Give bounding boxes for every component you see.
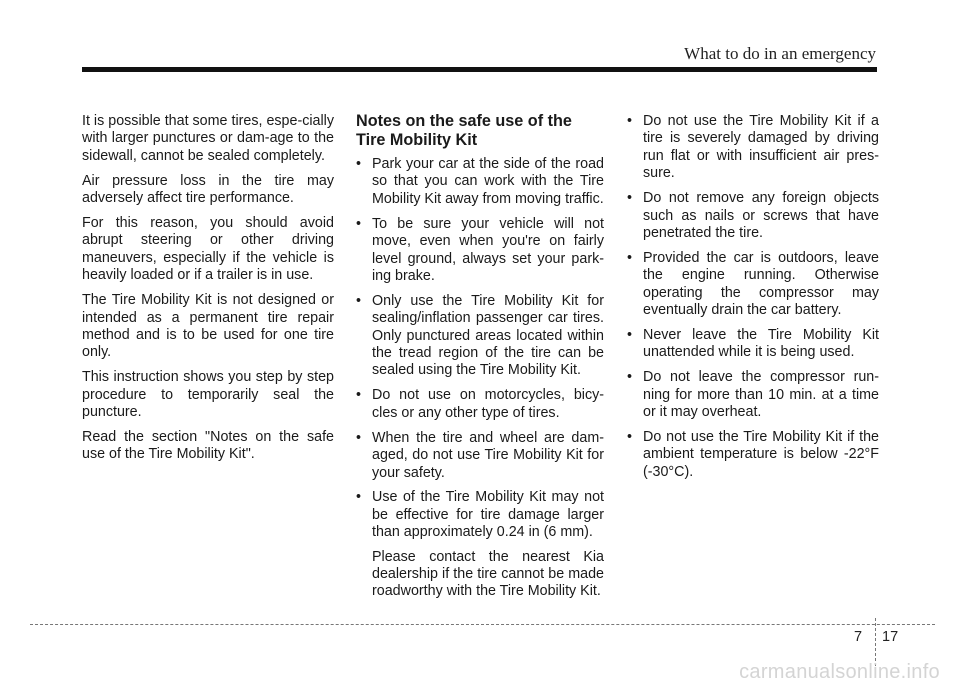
bullet-icon: •	[356, 156, 362, 172]
footer-rule	[30, 624, 935, 625]
middle-column	[356, 113, 604, 608]
bullet-icon: •	[356, 489, 362, 506]
bullet-text: Park your car at the side of the road so that you can work with the Tire Mobility Kit away from moving traffic.	[372, 156, 604, 207]
bullet-text: Do not leave the compressor run-ning for more than 10 min. at a time or it may overheat.	[643, 369, 879, 421]
header-rule	[82, 67, 877, 72]
chapter-number: 7	[854, 629, 863, 645]
bullet-icon: •	[356, 387, 362, 404]
bullet-text: Do not remove any foreign objects such as nails or screws that have penetrated the tire.	[643, 190, 879, 241]
bullet-icon: •	[356, 292, 362, 309]
bullet-text: Only use the Tire Mobility Kit for sealing/inflation passenger car tires. Only punctured areas located within the tread region of the tire can be sealed using the Tire Mobility Kit.	[372, 292, 604, 379]
paragraph: Read the section "Notes on the safe use of the Tire Mobility Kit".	[82, 429, 334, 463]
watermark: carmanualsonline.info	[739, 661, 940, 683]
paragraph: For this reason, you should avoid abrupt steering or other driving maneuvers, especially if the vehicle is heavily loaded or if a trailer is in use.	[82, 215, 334, 284]
bullet-item	[356, 156, 604, 208]
paragraph: It is possible that some tires, espe-cially with larger punctures or dam-age to the sidewall, cannot be sealed completely.	[82, 113, 334, 164]
page-number: 17	[882, 629, 899, 645]
safety-notes-list-continued	[627, 113, 879, 481]
bullet-text: Use of the Tire Mobility Kit may not be effective for tire damage larger than approximately 0.24 in (6 mm).	[372, 489, 604, 541]
bullet-icon: •	[627, 369, 633, 386]
paragraph: This instruction shows you step by step procedure to temporarily seal the puncture.	[82, 369, 334, 421]
right-column	[627, 113, 879, 489]
bullet-text: Provided the car is outdoors, leave the engine running. Otherwise operating the compressor may eventually drain the car battery.	[643, 249, 879, 319]
bullet-icon: •	[627, 113, 633, 129]
bullet-text: Never leave the Tire Mobility Kit unattended while it is being used.	[643, 326, 879, 361]
bullet-icon: •	[627, 190, 633, 207]
bullet-icon: •	[627, 429, 633, 445]
bullet-item	[627, 369, 879, 421]
bullet-item	[627, 327, 879, 362]
bullet-item	[627, 113, 879, 183]
bullet-item	[356, 387, 604, 422]
bullet-item	[356, 216, 604, 286]
bullet-item	[627, 190, 879, 242]
bullet-item	[627, 250, 879, 320]
bullet-item	[627, 429, 879, 481]
bullet-continuation: Please contact the nearest Kia dealership if the tire cannot be made roadworthy with the Tire Mobility Kit.	[372, 548, 604, 600]
bullet-text: Do not use on motorcycles, bicy-cles or any other type of tires.	[372, 387, 604, 421]
left-column	[82, 113, 334, 471]
section-heading: Notes on the safe use of the Tire Mobility Kit	[356, 112, 572, 149]
bullet-text: Do not use the Tire Mobility Kit if the ambient temperature is below -22°F (-30°C).	[643, 429, 879, 480]
bullet-item	[356, 430, 604, 482]
page-header-title: What to do in an emergency	[684, 44, 876, 63]
bullet-icon: •	[356, 429, 362, 446]
bullet-text: When the tire and wheel are dam-aged, do not use Tire Mobility Kit for your safety.	[372, 429, 604, 481]
bullet-text: To be sure your vehicle will not move, even when you're on fairly level ground, always set your park-ing brake.	[372, 215, 604, 284]
safety-notes-list	[356, 156, 604, 601]
bullet-icon: •	[356, 215, 362, 232]
bullet-item	[356, 489, 604, 600]
bullet-icon: •	[627, 249, 633, 266]
paragraph: Air pressure loss in the tire may adversely affect tire performance.	[82, 172, 334, 207]
bullet-icon: •	[627, 326, 633, 343]
bullet-item	[356, 293, 604, 380]
bullet-text: Do not use the Tire Mobility Kit if a tire is severely damaged by driving run flat or with insufficient air pres-sure.	[643, 113, 879, 182]
paragraph: The Tire Mobility Kit is not designed or intended as a permanent tire repair method and is to be used for one tire only.	[82, 292, 334, 361]
